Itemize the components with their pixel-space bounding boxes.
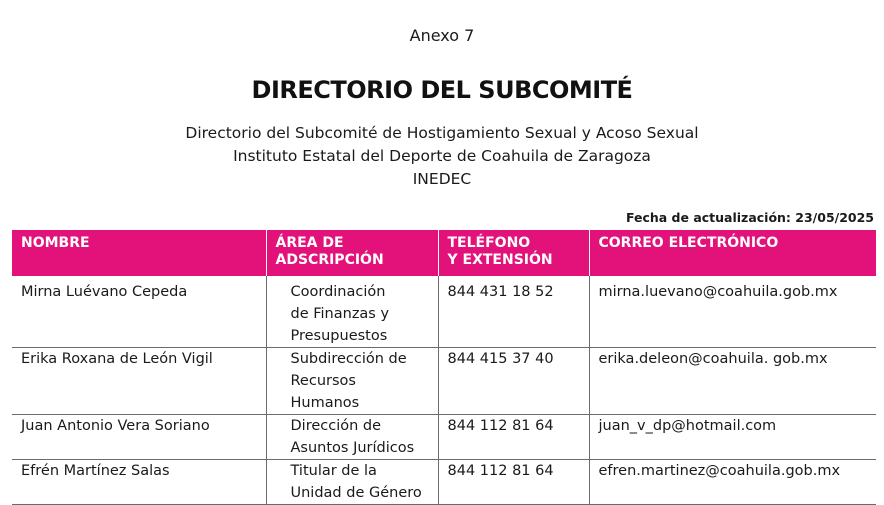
cell-area-line: Subdirección de — [290, 351, 407, 367]
column-header-area-line1: ÁREA DE — [275, 235, 344, 251]
cell-phone: 844 431 18 52 — [438, 276, 589, 348]
table-row — [12, 348, 876, 415]
table-row — [12, 415, 876, 460]
cell-area-line: Dirección de — [290, 418, 382, 434]
cell-phone: 844 112 81 64 — [438, 460, 589, 505]
cell-area — [266, 460, 438, 505]
cell-phone: 844 112 81 64 — [438, 415, 589, 460]
cell-area — [266, 415, 438, 460]
cell-name: Erika Roxana de León Vigil — [12, 348, 266, 415]
cell-email: mirna.luevano@coahuila.gob.mx — [589, 276, 876, 348]
page-title: DIRECTORIO DEL SUBCOMITÉ — [251, 76, 633, 104]
cell-area-line: Titular de la — [290, 463, 377, 479]
cell-email: juan_v_dp@hotmail.com — [589, 415, 876, 460]
table-header-row — [12, 230, 876, 276]
cell-phone: 844 415 37 40 — [438, 348, 589, 415]
column-header-phone-line1: TELÉFONO — [447, 235, 531, 251]
cell-area-line: Coordinación — [290, 284, 386, 300]
column-header-name — [12, 230, 266, 276]
cell-area — [266, 276, 438, 348]
column-header-phone-line2: Y EXTENSIÓN — [447, 252, 553, 268]
column-header-area — [266, 230, 438, 276]
subtitle-committee: Directorio del Subcomité de Hostigamiento Sexual y Acoso Sexual — [185, 124, 699, 142]
cell-name: Juan Antonio Vera Soriano — [12, 415, 266, 460]
column-header-name-label: NOMBRE — [21, 235, 90, 251]
cell-email: erika.deleon@coahuila. gob.mx — [589, 348, 876, 415]
cell-area-line: Recursos Humanos — [290, 373, 360, 411]
table-row — [12, 460, 876, 505]
column-header-area-line2: ADSCRIPCIÓN — [275, 252, 384, 268]
column-header-email — [589, 230, 876, 276]
cell-area-line: Presupuestos — [290, 328, 388, 344]
subtitle-acronym: INEDEC — [412, 170, 472, 188]
table-row — [12, 276, 876, 348]
cell-area-line: Asuntos Jurídicos — [290, 440, 415, 456]
cell-area-line: Unidad de Género — [290, 485, 422, 501]
cell-email: efren.martinez@coahuila.gob.mx — [589, 460, 876, 505]
cell-area — [266, 348, 438, 415]
cell-name: Efrén Martínez Salas — [12, 460, 266, 505]
subtitle-institute: Instituto Estatal del Deporte de Coahuila de Zaragoza — [233, 147, 651, 165]
annex-label: Anexo 7 — [409, 26, 475, 45]
cell-area-line: de Finanzas y — [290, 306, 390, 322]
column-header-phone — [438, 230, 589, 276]
directory-table — [12, 230, 876, 505]
update-date: Fecha de actualización: 23/05/2025 — [625, 210, 874, 225]
column-header-email-label: CORREO ELECTRÓNICO — [598, 235, 779, 251]
cell-name: Mirna Luévano Cepeda — [12, 276, 266, 348]
